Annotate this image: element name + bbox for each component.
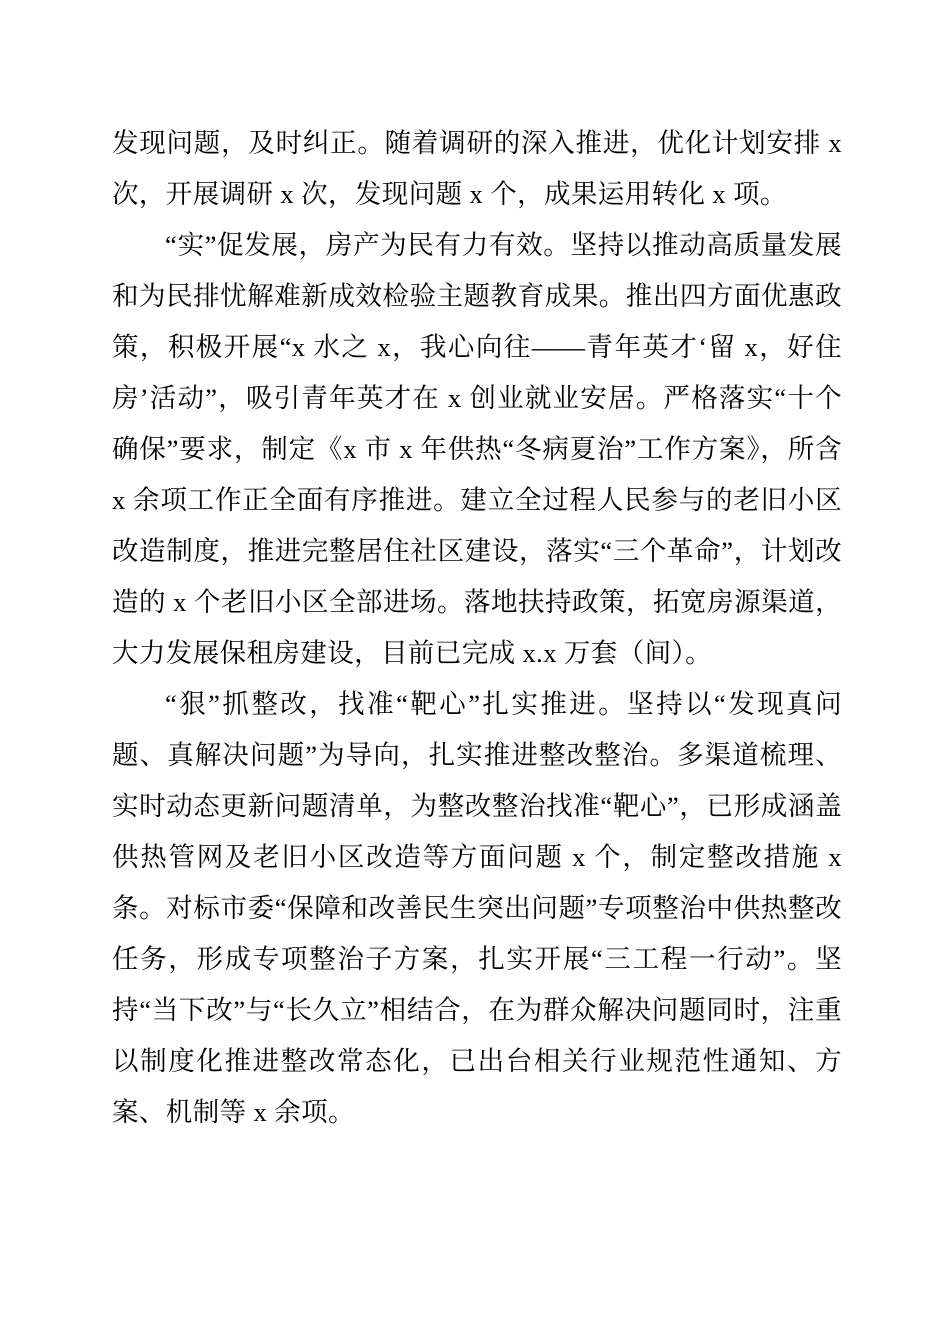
paragraph-3: “狠”抓整改，找准“靶心”扎实推进。坚持以“发现真问题、真解决问题”为导向，扎实推进整改整治。多渠道梳理、实时动态更新问题清单，为整改整治找准“靶心”，已形成涵盖供热管网及老旧小区改造等方面问题 x 个，制定整改措施 x 条。对标市委“保障和改善民生突出问题”专项整治中供热整改任务，形成专项整治子方案，扎实开展“三工程一行动”。坚持“当下改”与“长久立”相结合，在为群众解决问题同时，注重以制度化推进整改常态化，已出台相关行业规范性通知、方案、机制等 x 余项。 bbox=[112, 689, 842, 1127]
paragraph-1: 发现问题，及时纠正。随着调研的深入推进，优化计划安排 x 次，开展调研 x 次，发现问题 x 个，成果运用转化 x 项。 bbox=[112, 128, 842, 209]
paragraph-2: “实”促发展，房产为民有力有效。坚持以推动高质量发展和为民排忧解难新成效检验主题教育成果。推出四方面优惠政策，积极开展“x 水之 x，我心向往——青年英才‘留 x，好住房’活动”，吸引青年英才在 x 创业就业安居。严格落实“十个确保”要求，制定《x 市 x 年供热“冬病夏治”工作方案》，所含 x 余项工作正全面有序推进。建立全过程人民参与的老旧小区改造制度，推进完整居住社区建设，落实“三个革命”，计划改造的 x 个老旧小区全部进场。落地扶持政策，拓宽房源渠道，大力发展保租房建设，目前已完成 x.x 万套（间）。 bbox=[112, 230, 842, 668]
document-body bbox=[112, 118, 842, 1138]
